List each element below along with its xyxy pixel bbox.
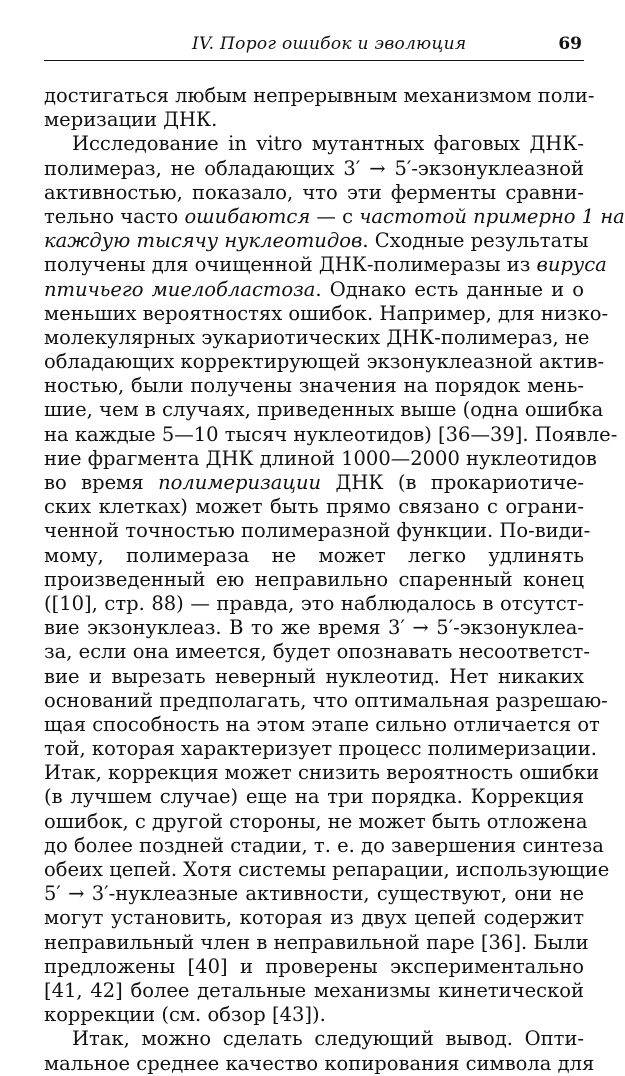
- text-line: [44, 350, 605, 374]
- text-line: [44, 519, 591, 543]
- text-segment: ченной точностью полимеразной функции. По-види-: [44, 519, 591, 543]
- text-segment: обладающих корректирующей экзонуклеазной актив-: [44, 350, 605, 374]
- text-segment: обеих цепей. Хотя системы репарации, использующие: [44, 858, 610, 881]
- text-segment: вие и вырезать неверный нуклеотид. Нет никаких: [44, 664, 584, 688]
- italic-text: частотой примерно 1 на: [359, 204, 625, 228]
- text-line: [44, 906, 584, 930]
- text-segment: оснований предполагать, что оптимальная разрешаю-: [44, 688, 608, 712]
- text-segment: мальное среднее качество копирования символа для: [44, 1051, 595, 1075]
- text-segment: Исследование in vitro мутантных фаговых ДНК-: [72, 132, 584, 156]
- text-line: [44, 446, 597, 471]
- text-line: [44, 132, 584, 156]
- italic-text: ошибаются: [184, 204, 311, 228]
- text-line: [44, 181, 584, 205]
- text-line: [44, 833, 604, 858]
- text-line: [44, 204, 625, 229]
- text-line: [44, 84, 595, 108]
- text-segment: коррекции (см. обзор [43]).: [44, 1003, 326, 1027]
- text-line: [44, 253, 607, 277]
- text-segment: ДНК (в прокариотиче-: [321, 471, 584, 494]
- text-line: [44, 665, 584, 689]
- italic-text: вируса: [536, 253, 607, 277]
- text-line: [44, 398, 604, 422]
- text-segment: могут установить, которая из двух цепей содержит: [44, 906, 584, 930]
- text-segment: полимераз, не обладающих 3′ → 5′-экзонуклеазной: [44, 156, 584, 180]
- text-line: [44, 568, 584, 592]
- text-line: [44, 157, 584, 181]
- text-line: [44, 737, 597, 761]
- text-segment: . Сходные результаты: [362, 229, 589, 253]
- text-line: [44, 640, 590, 664]
- text-segment: получены для очищенной ДНК-полимеразы из: [44, 253, 537, 277]
- text-line: [44, 471, 584, 495]
- text-line: [44, 761, 600, 785]
- text-line: [44, 882, 584, 906]
- text-line: [44, 1027, 584, 1051]
- text-segment: — с: [310, 204, 360, 228]
- text-line: [44, 278, 584, 302]
- text-line: [44, 229, 589, 253]
- text-segment: произведенный ею неправильно спаренный конец: [44, 567, 584, 591]
- text-segment: вие экзонуклеаз. В то же время 3′ → 5′-экзонуклеа-: [44, 616, 584, 640]
- text-segment: (в лучшем случае) еще на три порядка. Коррекция: [44, 785, 584, 809]
- text-line: [44, 495, 584, 519]
- italic-text: полимеризации: [158, 471, 322, 494]
- text-segment: шие, чем в случаях, приведенных выше (одна ошибка: [44, 398, 604, 422]
- text-segment: ошибок, с другой стороны, не может быть отложена: [44, 809, 588, 833]
- text-segment: предложены [40] и проверены экспериментально: [44, 954, 584, 978]
- text-segment: за, если она имеется, будет опознавать несоответст-: [44, 640, 590, 664]
- text-segment: ностью, были получены значения на порядок мень-: [44, 374, 584, 398]
- text-segment: [41, 42] более детальные механизмы кинетической: [44, 978, 584, 1002]
- text-segment: на каждые 5—10 тысяч нуклеотидов) [36—39]. Появле-: [44, 422, 618, 446]
- text-segment: молекулярных эукариотических ДНК-полимераз, не: [44, 325, 590, 349]
- text-line: [44, 1051, 595, 1076]
- page-number: 69: [558, 34, 582, 54]
- text-segment: меньших вероятностях ошибок. Например, для низко-: [44, 301, 609, 325]
- chapter-title: IV. Порог ошибок и эволюция: [192, 34, 467, 54]
- text-segment: ([10], стр. 88) — правда, это наблюдалось в отсутст-: [44, 591, 584, 615]
- text-line: [44, 374, 584, 398]
- text-segment: Итак, коррекция может снизить вероятность ошибки: [44, 761, 600, 785]
- text-segment: ние фрагмента ДНК длиной 1000—2000 нуклеотидов: [44, 446, 597, 470]
- text-segment: ских клетках) может быть прямо связано с ограни-: [44, 495, 584, 519]
- text-line: [44, 785, 584, 809]
- text-segment: во время: [44, 471, 159, 494]
- text-line: [44, 108, 584, 132]
- text-line: [44, 979, 584, 1003]
- text-segment: тельно часто: [44, 204, 185, 228]
- text-line: [44, 930, 589, 955]
- text-line: [44, 688, 608, 713]
- text-segment: щая способность на этом этапе сильно отличается от: [44, 712, 600, 736]
- text-segment: той, которая характеризует процесс полимеризации.: [44, 737, 597, 761]
- text-segment: . Однако есть данные и о: [315, 277, 584, 301]
- text-line: [44, 616, 584, 640]
- text-line: [44, 325, 590, 350]
- text-line: [44, 544, 584, 568]
- text-segment: активностью, показало, что эти ферменты сравни-: [44, 180, 584, 204]
- text-line: [44, 422, 618, 447]
- running-header: [44, 30, 584, 61]
- text-line: [44, 592, 584, 616]
- italic-text: птичьего миелобластоза: [44, 277, 316, 301]
- text-line: [44, 955, 584, 979]
- body-text: [44, 84, 625, 1076]
- text-line: [44, 1003, 584, 1027]
- text-line: [44, 301, 609, 326]
- text-line: [44, 712, 600, 737]
- text-line: [44, 809, 588, 834]
- text-segment: до более поздней стадии, т. е. до завершения синтеза: [44, 833, 604, 857]
- text-segment: Итак, можно сделать следующий вывод. Опти-: [72, 1027, 584, 1051]
- text-segment: 5′ → 3′-нуклеазные активности, существуют, они не: [44, 882, 584, 906]
- text-segment: меризации ДНК.: [44, 108, 218, 132]
- text-segment: мому, полимераза не может легко удлинять: [44, 543, 584, 567]
- text-segment: достигаться любым непрерывным механизмом поли-: [44, 84, 595, 107]
- text-segment: неправильный член в неправильной паре [36]. Были: [44, 930, 589, 954]
- italic-text: каждую тысячу нуклеотидов: [44, 229, 363, 253]
- text-line: [44, 858, 610, 882]
